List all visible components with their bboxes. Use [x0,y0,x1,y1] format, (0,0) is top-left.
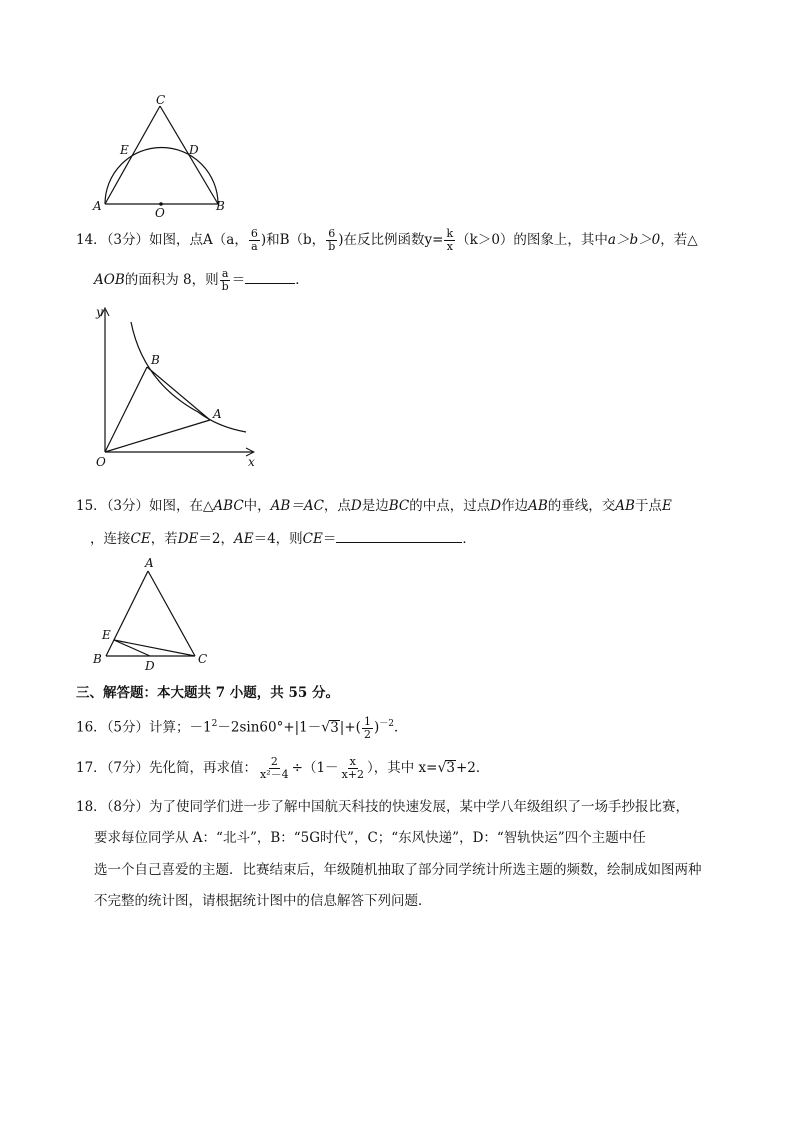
question-15-line2: ，连接CE，若DE＝2，AE＝4，则CE＝ ． [90,528,476,549]
question-18-line3: 选一个自己喜爱的主题．比赛结束后，年级随机抽取了部分同学统计所选主题的频数，绘制成如图两种 [94,862,702,878]
label-O: O [96,455,106,469]
fraction-6-over-a: $\frac{6}{a}$ [250,227,258,253]
fraction-k-over-x: $\frac{k}{x}$ [446,227,454,253]
section-3-header: 三、解答题：本大题共 7 小题，共 55 分。 [76,685,339,701]
answer-blank-15 [336,528,462,543]
question-18-line2: 要求每位同学从 A：“北斗”，B：“5G时代”，C；“东风快递”，D：“智轨快运”四个主题中任 [94,830,646,846]
label-A: A [93,199,102,213]
question-15-line1: 15．（3分）如图，在△ABC中，AB＝AC，点D是边BC的中点，过点D作边AB的垂线，交AB于点E [76,498,672,514]
question-18-line1: 18．（8分）为了使同学们进一步了解中国航天科技的快速发展，某中学八年级组织了一场手抄报比赛， [76,799,690,815]
fraction-2-over-x2-4: $\frac{2}{\text{x²－4}}$ [260,755,289,781]
figure-inverse-function [88,302,268,477]
fraction-6-over-b: $\frac{6}{b}$ [328,227,336,253]
label-B: B [151,353,160,367]
label-D: D [145,659,155,673]
label-D: D [189,143,199,157]
figure-triangle-semicircle [88,92,238,222]
label-E: E [102,628,111,642]
label-y: y [96,305,103,319]
label-C: C [156,93,166,107]
question-14-line1: 14．（3分）如图，点A（a， $\frac{6}{a}$ )和B（b， $\frac{6}{b}$ )在反比例函数y= $\frac{k}{x}$ （k＞0）的图象上，其中a＞b＞0，若△ [76,227,698,253]
figure-isosceles-triangle [88,555,218,675]
fraction-1-over-2: $\frac{1}{2}$ [363,714,371,741]
label-A: A [145,556,154,570]
question-18-line4: 不完整的统计图，请根据统计图中的信息解答下列问题． [94,893,432,909]
question-16: 16．（5分）计算；$-1^2-2\sin 60^\circ+|1-√3|+$( $\frac{1}{2}$ )$^{-2}$． [76,714,408,741]
label-O: O [155,206,165,220]
label-A: A [213,407,222,421]
fraction-a-over-b: $\frac{a}{b}$ [221,267,229,293]
label-B: B [216,199,225,213]
answer-blank-14 [245,269,295,284]
question-17: 17．（7分）先化简，再求值： $\frac{2}{\text{x²－4}}$ ÷（1－ $\frac{x}{x+2}$ ），其中 x=√3+2． [76,755,490,781]
label-B: B [93,652,102,666]
label-C: C [198,652,208,666]
label-x: x [248,455,255,469]
fraction-x-over-x-plus-2: $\frac{x}{x+2}$ [341,755,364,781]
label-E: E [120,143,129,157]
question-14-line2: AOB的面积为 8，则 $\frac{a}{b}$ ＝ ． [94,267,309,293]
